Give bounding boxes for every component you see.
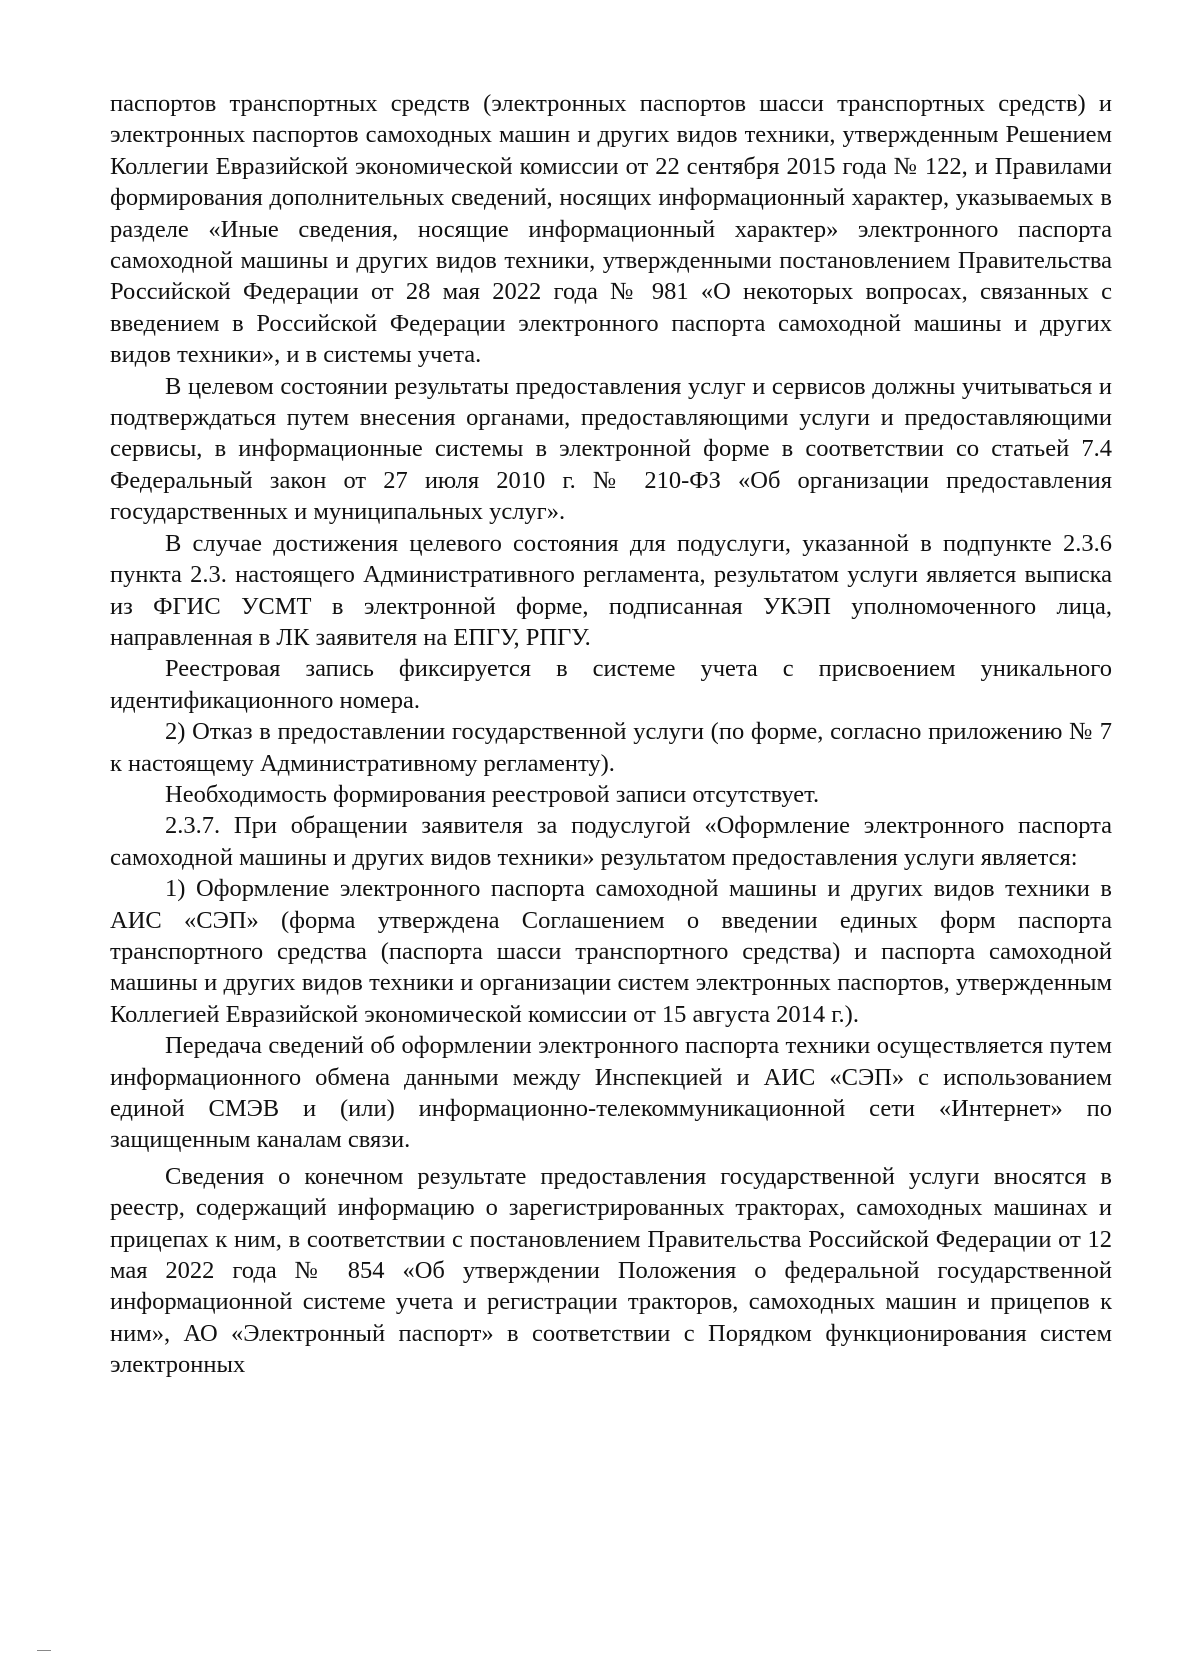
- paragraph-target-state: В целевом состоянии результаты предоставления услуг и сервисов должны учитываться и подтверждаться путем внесения органами, предоставляющими услуги и предоставляющими сервисы, в информационные системы в электронной форме в соответствии со статьей 7.4 Федеральный закон от 27 июля 2010 г. № 210-ФЗ «Об организации предоставления государственных и муниципальных услуг».: [110, 372, 1112, 526]
- paragraph-section-2-3-7: 2.3.7. При обращении заявителя за подуслугой «Оформление электронного паспорта самоходной машины и других видов техники» результатом предоставления услуги является:: [110, 812, 1112, 871]
- paragraph-refusal: 2) Отказ в предоставлении государственной услуги (по форме, согласно приложению № 7 к настоящему Административному регламенту).: [110, 718, 1112, 777]
- paragraph-item-1-passport: 1) Оформление электронного паспорта самоходной машины и других видов техники в АИС «СЭП» (форма утверждена Соглашением о введении единых форм паспорта транспортного средства (паспорта шасси транспортного средства) и паспорта самоходной машины и других видов техники и организации систем электронных паспортов, утвержденным Коллегией Евразийской экономической комиссии от 15 августа 2014 г.).: [110, 875, 1112, 1028]
- paragraph-registry-record: Реестровая запись фиксируется в системе учета с присвоением уникального идентификационного номера.: [110, 655, 1112, 714]
- paragraph-final-result: Сведения о конечном результате предоставления государственной услуги вносятся в реестр, содержащий информацию о зарегистрированных тракторах, самоходных машинах и прицепах к ним, в соответствии с постановлением Правительства Российской Федерации от 12 мая 2022 года № 854 «Об утверждении Положения о федеральной государственной информационной системе учета и регистрации тракторов, самоходных машин и прицепов к ним», АО «Электронный паспорт» в соответствии с Порядком функционирования систем электронных: [110, 1162, 1112, 1379]
- paragraph-data-transfer: Передача сведений об оформлении электронного паспорта техники осуществляется путем информационного обмена данными между Инспекцией и АИС «СЭП» с использованием единой СМЭВ и (или) информационно-телекоммуникационной сети «Интернет» по защищенным каналам связи.: [110, 1032, 1112, 1154]
- document-body: [110, 88, 1112, 1381]
- paragraph-extract-result: В случае достижения целевого состояния для подуслуги, указанной в подпункте 2.3.6 пункта 2.3. настоящего Административного регламента, результатом услуги является выписка из ФГИС УСМТ в электронной форме, подписанная УКЭП уполномоченного лица, направленная в ЛК заявителя на ЕПГУ, РПГУ.: [110, 529, 1112, 651]
- paragraph-continuation: паспортов транспортных средств (электронных паспортов шасси транспортных средств) и электронных паспортов самоходных машин и других видов техники, утвержденным Решением Коллегии Евразийской экономической комиссии от 22 сентября 2015 года № 122, и Правилами формирования дополнительных сведений, носящих информационный характер, указываемых в разделе «Иные сведения, носящие информационный характер» электронного паспорта самоходной машины и других видов техники, утвержденными постановлением Правительства Российской Федерации от 28 мая 2022 года № 981 «О некоторых вопросах, связанных с введением в Российской Федерации электронного паспорта самоходной машины и других видов техники», и в системы учета.: [110, 90, 1112, 369]
- paragraph-no-record-needed: Необходимость формирования реестровой записи отсутствует.: [165, 780, 820, 808]
- scan-edge-mark: [37, 1650, 51, 1651]
